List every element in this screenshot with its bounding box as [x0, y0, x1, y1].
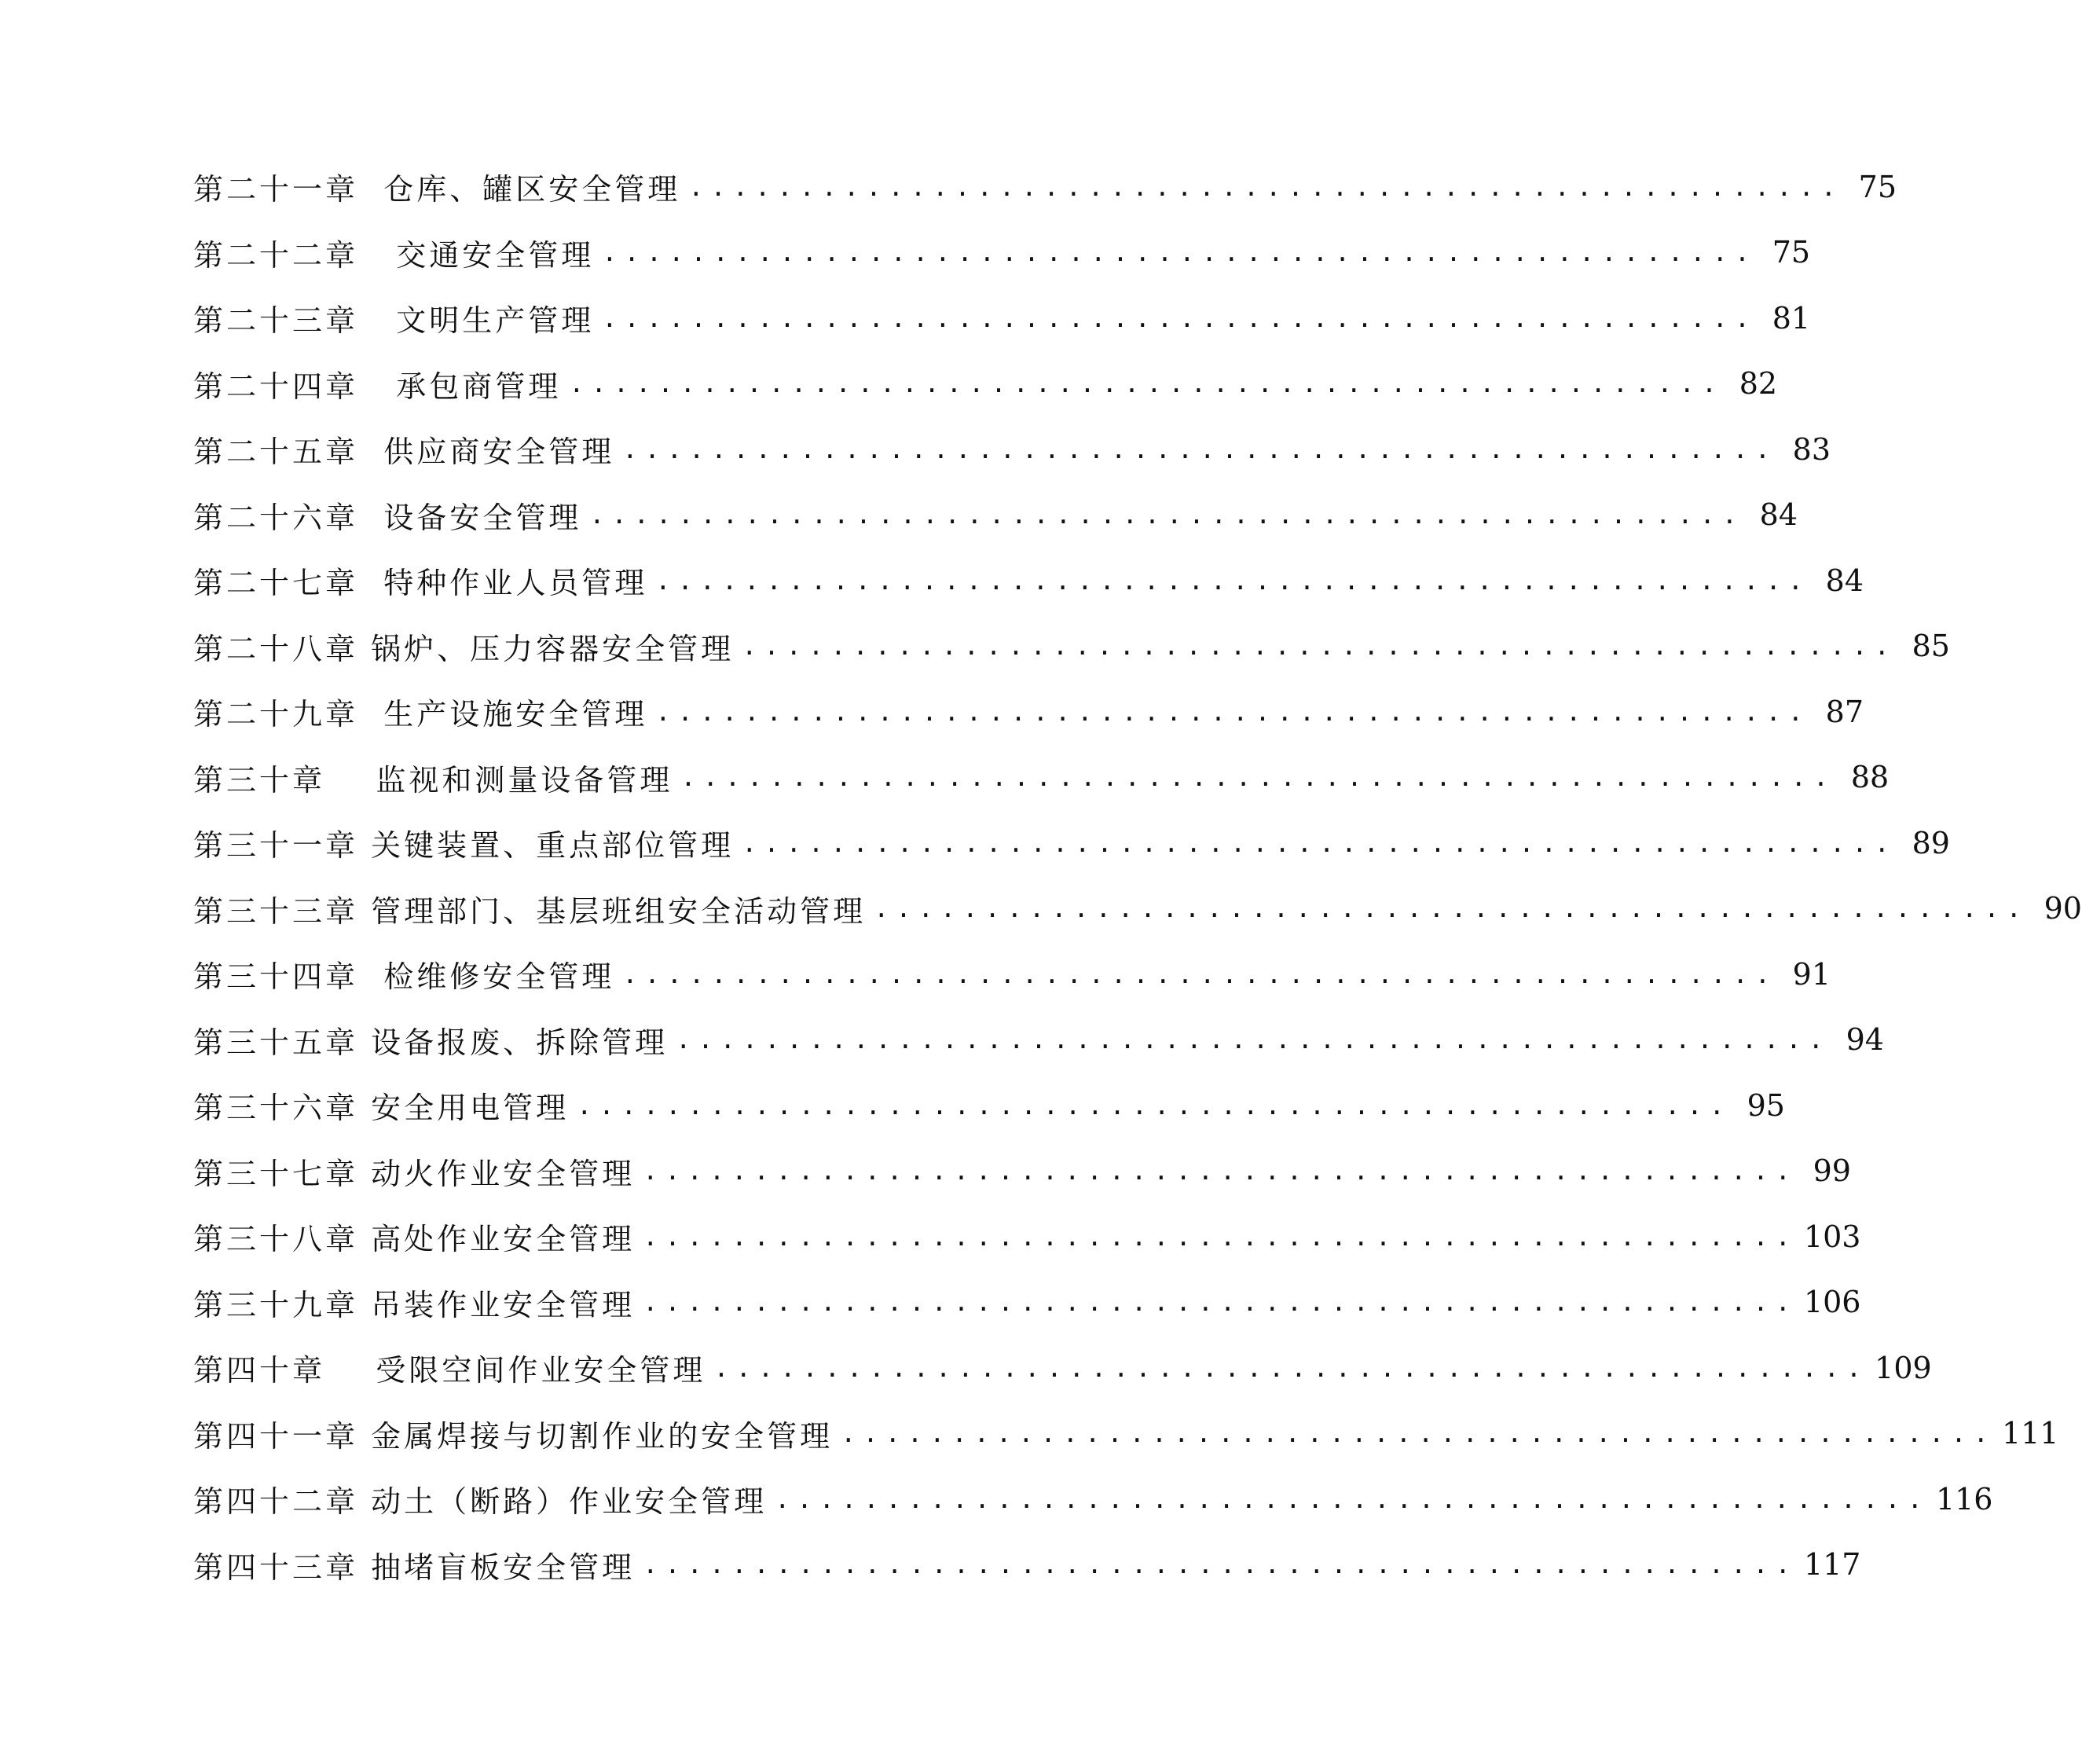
chapter-title: 吊装作业安全管理	[371, 1287, 636, 1322]
toc-entry[interactable]	[193, 154, 1897, 220]
toc-entry[interactable]	[193, 548, 1864, 614]
page-number: 95	[1747, 1087, 1785, 1123]
chapter-title: 供应商安全管理	[383, 435, 615, 470]
chapter-title: 生产设施安全管理	[383, 697, 648, 732]
chapter-title: 高处作业安全管理	[371, 1222, 636, 1257]
toc-entry[interactable]	[193, 1270, 1861, 1336]
chapter-title: 锅炉、压力容器安全管理	[371, 631, 735, 666]
toc-entry[interactable]	[193, 1401, 2059, 1467]
page-number: 75	[1772, 235, 1811, 270]
page-number: 85	[1912, 629, 1950, 664]
chapter-title: 特种作业人员管理	[383, 566, 648, 601]
toc-entry[interactable]	[193, 1335, 1932, 1401]
dot-leader: ....................................................	[602, 237, 1758, 268]
toc-entry[interactable]	[193, 416, 1831, 482]
toc-entry[interactable]	[193, 745, 1890, 811]
page-number: 99	[1813, 1153, 1851, 1189]
dot-leader: ....................................................	[680, 762, 1836, 793]
dot-leader: ....................................................	[655, 696, 1811, 727]
chapter-title: 仓库、罐区安全管理	[383, 172, 681, 207]
page-number: 111	[2001, 1416, 2059, 1451]
chapter-number: 第二十五章	[193, 435, 359, 470]
chapter-title: 受限空间作业安全管理	[376, 1353, 706, 1388]
dot-leader: ....................................................	[602, 303, 1758, 333]
chapter-number: 第三十章	[193, 762, 326, 798]
dot-leader: ....................................................	[742, 827, 1897, 858]
table-of-contents	[193, 154, 2082, 1597]
dot-leader: ....................................................	[676, 1025, 1831, 1055]
page-number: 88	[1850, 760, 1890, 795]
toc-entry[interactable]	[193, 1532, 1861, 1598]
toc-entry[interactable]	[193, 941, 1831, 1007]
chapter-number: 第二十六章	[193, 500, 359, 535]
chapter-title: 设备报废、拆除管理	[371, 1025, 669, 1060]
toc-entry[interactable]	[193, 482, 1798, 548]
dot-leader: ....................................................	[841, 1418, 1996, 1449]
dot-leader: ....................................................	[874, 893, 2029, 924]
toc-entry[interactable]	[193, 1073, 1785, 1139]
chapter-number: 第二十四章	[193, 369, 359, 404]
chapter-number: 第四十章	[193, 1353, 326, 1388]
dot-leader: ....................................................	[713, 1352, 1869, 1383]
chapter-number: 第三十六章	[193, 1091, 359, 1126]
chapter-number: 第三十三章	[193, 893, 359, 929]
page-number: 81	[1772, 300, 1811, 336]
page-number: 103	[1803, 1219, 1861, 1254]
page-number: 83	[1792, 431, 1831, 467]
dot-leader: ....................................................	[655, 565, 1811, 596]
page-number: 91	[1792, 956, 1831, 992]
page-number: 84	[1759, 497, 1798, 533]
chapter-number: 第三十四章	[193, 959, 359, 995]
dot-leader: ....................................................	[643, 1221, 1798, 1252]
toc-entry[interactable]	[193, 1466, 1993, 1532]
page-number: 94	[1846, 1022, 1884, 1058]
toc-entry[interactable]	[193, 679, 1864, 745]
page-number: 106	[1803, 1285, 1861, 1320]
chapter-title: 动火作业安全管理	[371, 1156, 636, 1191]
dot-leader: ....................................................	[643, 1549, 1798, 1580]
page-number: 84	[1825, 563, 1864, 598]
chapter-title: 管理部门、基层班组安全活动管理	[371, 893, 867, 929]
chapter-number: 第三十五章	[193, 1025, 359, 1060]
chapter-number: 第四十三章	[193, 1549, 359, 1585]
chapter-title: 金属焊接与切割作业的安全管理	[371, 1418, 834, 1454]
toc-entry[interactable]	[193, 351, 1778, 417]
page-number: 117	[1803, 1547, 1861, 1582]
chapter-title: 安全用电管理	[371, 1091, 570, 1126]
chapter-number: 第二十一章	[193, 172, 359, 207]
toc-entry[interactable]	[193, 614, 1950, 680]
dot-leader: ....................................................	[569, 369, 1725, 399]
page-number: 90	[2044, 891, 2082, 926]
chapter-title: 检维修安全管理	[383, 959, 615, 995]
page-number: 82	[1739, 366, 1778, 402]
chapter-title: 设备安全管理	[383, 500, 582, 535]
chapter-title: 交通安全管理	[396, 237, 595, 273]
page-number: 109	[1875, 1350, 1932, 1385]
dot-leader: ....................................................	[577, 1090, 1732, 1120]
chapter-number: 第二十八章	[193, 631, 359, 666]
chapter-number: 第三十七章	[193, 1156, 359, 1191]
page-number: 89	[1912, 825, 1950, 860]
dot-leader: ....................................................	[643, 1156, 1798, 1186]
chapter-number: 第二十二章	[193, 237, 359, 273]
dot-leader: ....................................................	[622, 959, 1778, 989]
chapter-title: 关键装置、重点部位管理	[371, 828, 735, 864]
chapter-title: 承包商管理	[396, 369, 562, 404]
toc-entry[interactable]	[193, 876, 2082, 942]
chapter-title: 抽堵盲板安全管理	[371, 1549, 636, 1585]
chapter-number: 第三十一章	[193, 828, 359, 864]
toc-entry[interactable]	[193, 285, 1811, 351]
toc-entry[interactable]	[193, 1204, 1861, 1270]
chapter-number: 第三十九章	[193, 1287, 359, 1322]
chapter-title: 监视和测量设备管理	[376, 762, 673, 798]
chapter-title: 动土（断路）作业安全管理	[371, 1484, 768, 1520]
chapter-number: 第二十九章	[193, 697, 359, 732]
page-number: 87	[1825, 694, 1864, 729]
dot-leader: ....................................................	[688, 171, 1844, 202]
chapter-number: 第四十二章	[193, 1484, 359, 1520]
toc-entry[interactable]	[193, 810, 1950, 876]
chapter-number: 第二十三章	[193, 303, 359, 339]
chapter-title: 文明生产管理	[396, 303, 595, 339]
dot-leader: ....................................................	[775, 1483, 1930, 1514]
dot-leader: ....................................................	[589, 500, 1745, 530]
toc-entry[interactable]	[193, 220, 1811, 286]
toc-entry[interactable]	[193, 1007, 1884, 1073]
page-number: 116	[1935, 1481, 1993, 1516]
dot-leader: ....................................................	[742, 631, 1897, 662]
page-number: 75	[1858, 169, 1897, 204]
toc-entry[interactable]	[193, 1139, 1851, 1205]
dot-leader: ....................................................	[622, 434, 1778, 464]
dot-leader: ....................................................	[643, 1287, 1798, 1318]
chapter-number: 第三十八章	[193, 1222, 359, 1257]
chapter-number: 第二十七章	[193, 566, 359, 601]
chapter-number: 第四十一章	[193, 1418, 359, 1454]
